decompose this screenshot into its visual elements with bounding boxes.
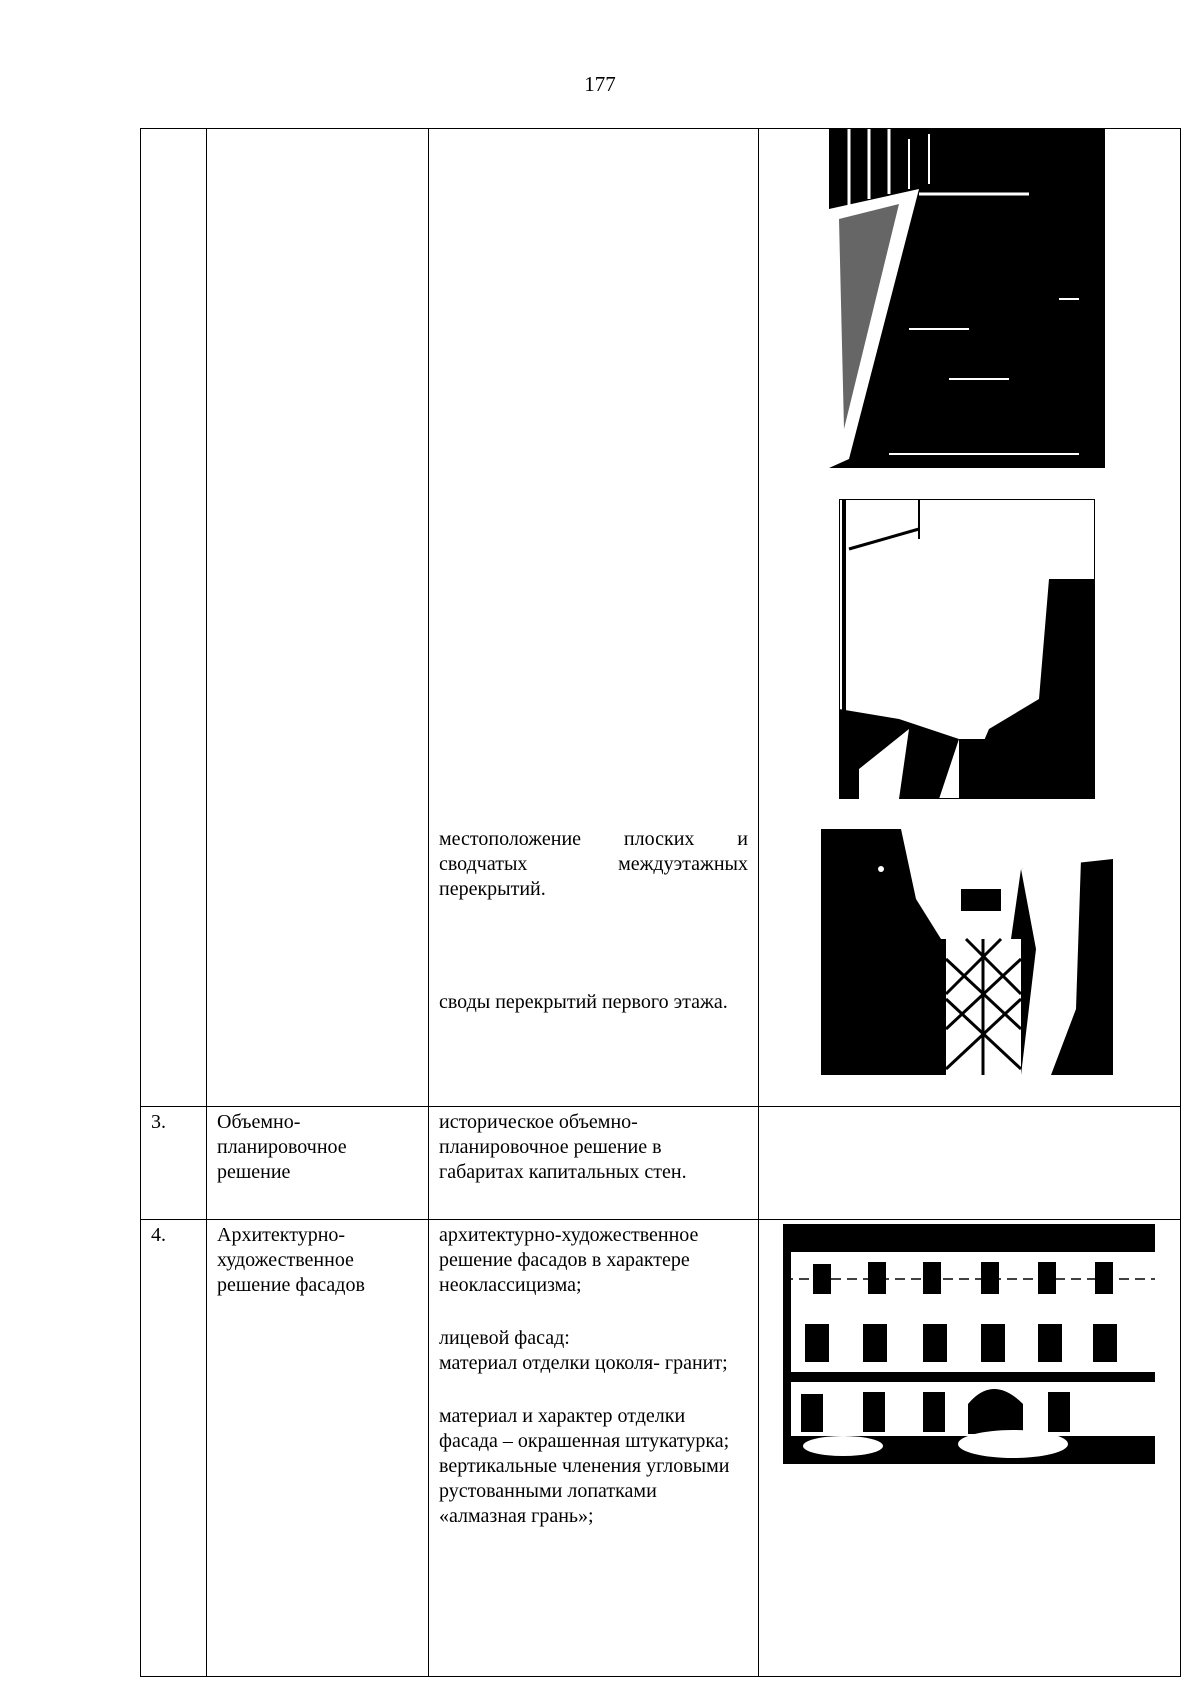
interior-photo-vault-window <box>821 829 1113 1075</box>
table-row <box>141 1220 1181 1677</box>
plinth-material-text: материал отделки цоколя- гранит; <box>439 1352 728 1374</box>
interior-photo-stair <box>829 129 1105 468</box>
main-facade-label: лицевой фасад: <box>439 1327 570 1349</box>
vaults-text: своды перекрытий первого этажа. <box>439 991 728 1013</box>
row-name-cell: Объемно-планировочное решение <box>207 1107 429 1220</box>
row-photo-cell <box>759 1107 1181 1220</box>
row-description-cell: историческое объемно-планировочное решение в габаритах капитальных стен. <box>429 1107 759 1220</box>
facade-finish-text: материал и характер отделки фасада – окрашенная штукатурка; вертикальные членения угловыми рустованными лопатками «алмазная грань»; <box>439 1405 730 1527</box>
page-number: 177 <box>584 72 616 96</box>
row-number-cell: 3. <box>141 1107 207 1220</box>
row-description-cell <box>429 129 759 1107</box>
row-photo-cell <box>759 1220 1181 1677</box>
row-number-cell: 4. <box>141 1220 207 1677</box>
row-description-cell <box>429 1220 759 1677</box>
floors-text: местоположение плоских и сводчатых междуэтажных перекрытий. <box>439 828 748 900</box>
row-number-cell <box>141 129 207 1107</box>
row-name-cell <box>207 129 429 1107</box>
table-row <box>141 1107 1181 1220</box>
interior-photo-ceiling <box>839 499 1095 799</box>
facade-style-text: архитектурно-художественное решение фасадов в характере неоклассицизма; <box>439 1224 699 1296</box>
table-row <box>141 129 1181 1107</box>
facade-photo <box>783 1224 1155 1464</box>
heritage-table <box>140 128 1181 1677</box>
row-photo-cell <box>759 129 1181 1107</box>
row-name-cell: Архитектурно-художественное решение фасадов <box>207 1220 429 1677</box>
